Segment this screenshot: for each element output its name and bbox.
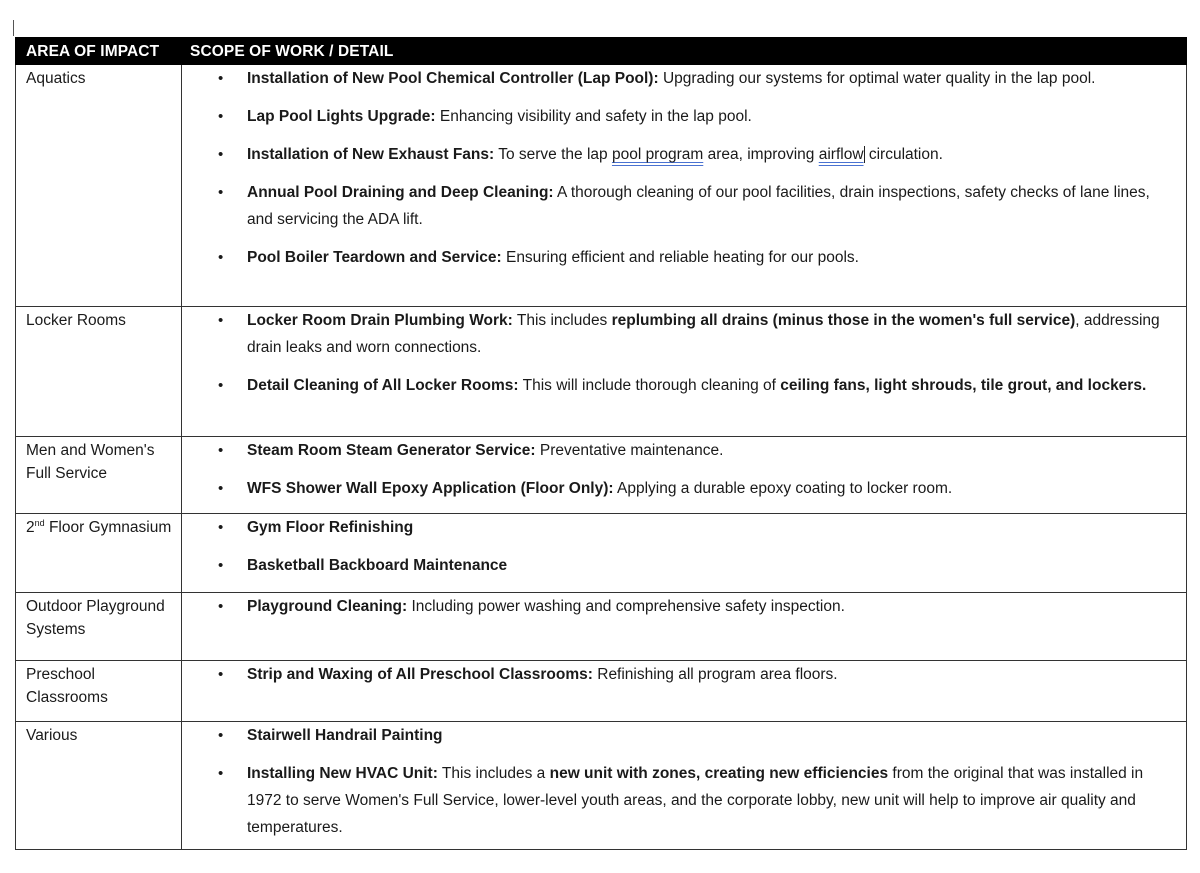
header-area-of-impact: AREA OF IMPACT [16,38,182,65]
bullet-list [182,593,1186,620]
list-item [182,103,1178,130]
table-row [16,722,1187,850]
item-emphasis: new unit with zones, creating new efficiencies [549,765,889,782]
list-item [182,179,1178,233]
header-scope-of-work: SCOPE OF WORK / DETAIL [182,38,1187,65]
area-ordinal: nd [34,517,45,528]
table-header-row [16,38,1187,65]
list-item [182,437,1178,464]
item-emphasis: replumbing all drains (minus those in the women's full service) [611,312,1076,329]
scope-cell [182,65,1187,307]
item-text: circulation. [864,146,943,163]
item-text: This includes [512,312,612,329]
bullet-icon: • [218,480,224,497]
item-lead: WFS Shower Wall Epoxy Application (Floor Only): [247,480,614,497]
item-text: This will include thorough cleaning of [518,377,781,394]
bullet-icon: • [218,108,224,125]
item-lead: Locker Room Drain Plumbing Work: [247,312,513,329]
item-text: Refinishing all program area floors. [592,666,838,683]
table-row [16,65,1187,307]
area-cell: Men and Women's Full Service [16,437,182,514]
bullet-icon: • [218,727,224,744]
list-item [182,372,1178,399]
item-text: Including power washing and comprehensive safety inspection. [407,598,845,615]
item-lead: Installing New HVAC Unit: [247,765,438,782]
item-lead: Pool Boiler Teardown and Service: [247,249,502,266]
area-text: Floor Gymnasium [44,519,172,536]
bullet-icon: • [218,765,224,782]
item-text: Applying a durable epoxy coating to locker room. [613,480,953,497]
bullet-icon: • [218,666,224,683]
scope-cell [182,514,1187,593]
scope-cell [182,593,1187,661]
table-row [16,514,1187,593]
list-item [182,722,1178,749]
list-item [182,475,1178,502]
list-item [182,514,1178,541]
bullet-list [182,514,1186,579]
bullet-icon: • [218,249,224,266]
area-cell: Preschool Classrooms [16,661,182,722]
bullet-icon: • [218,70,224,87]
list-item [182,661,1178,688]
item-lead: Gym Floor Refinishing [247,519,414,536]
list-item [182,307,1178,361]
list-item [182,760,1178,841]
scope-cell [182,437,1187,514]
bullet-icon: • [218,598,224,615]
list-item [182,244,1178,271]
scope-cell [182,661,1187,722]
item-lead: Installation of New Exhaust Fans: [247,146,495,163]
area-cell: Aquatics [16,65,182,307]
item-text: Upgrading our systems for optimal water quality in the lap pool. [658,70,1096,87]
item-emphasis: ceiling fans, light shrouds, tile grout, and lockers. [780,377,1147,394]
spellcheck-mark[interactable]: pool program [611,146,704,163]
item-text: , addressing drain leaks and worn connections. [247,312,1160,356]
item-text: from the original that was installed in 1972 to serve Women's Full Service, lower-level youth areas, and the corporate lobby, new unit will help to improve air quality and temperatures. [247,765,1144,836]
bullet-list [182,722,1186,841]
item-lead: Steam Room Steam Generator Service: [247,442,536,459]
bullet-icon: • [218,557,224,574]
area-number: 2 [26,519,35,536]
bullet-list [182,65,1186,271]
list-item [182,65,1178,92]
table-row [16,661,1187,722]
item-lead: Annual Pool Draining and Deep Cleaning: [247,184,554,201]
bullet-icon: • [218,442,224,459]
table-row [16,437,1187,514]
item-text: Enhancing visibility and safety in the lap pool. [435,108,752,125]
list-item [182,593,1178,620]
bullet-icon: • [218,312,224,329]
table-row [16,307,1187,437]
scope-cell [182,722,1187,850]
item-lead: Basketball Backboard Maintenance [247,557,508,574]
item-text: Preventative maintenance. [535,442,724,459]
item-text: This includes a [437,765,550,782]
table-row [16,593,1187,661]
item-lead: Installation of New Pool Chemical Controller (Lap Pool): [247,70,659,87]
area-cell: Outdoor Playground Systems [16,593,182,661]
item-lead: Strip and Waxing of All Preschool Classrooms: [247,666,593,683]
bullet-list [182,437,1186,502]
bullet-icon: • [218,519,224,536]
bullet-icon: • [218,146,224,163]
bullet-list [182,661,1186,688]
scope-cell [182,307,1187,437]
item-lead: Detail Cleaning of All Locker Rooms: [247,377,519,394]
bullet-list [182,307,1186,399]
list-item [182,552,1178,579]
item-text: To serve the lap [494,146,612,163]
list-item [182,141,1178,168]
area-cell: Locker Rooms [16,307,182,437]
item-text: area, improving [703,146,819,163]
text-cursor [13,20,14,36]
bullet-icon: • [218,184,224,201]
spellcheck-mark[interactable]: airflow [818,146,864,163]
item-lead: Playground Cleaning: [247,598,408,615]
scope-of-work-table [15,37,1187,850]
item-lead: Lap Pool Lights Upgrade: [247,108,436,125]
item-text: Ensuring efficient and reliable heating for our pools. [501,249,859,266]
area-cell: Various [16,722,182,850]
item-text: A thorough cleaning of our pool facilities, drain inspections, safety checks of lane lines, and servicing the ADA lift. [247,184,1150,228]
bullet-icon: • [218,377,224,394]
area-cell [16,514,182,593]
item-lead: Stairwell Handrail Painting [247,727,443,744]
